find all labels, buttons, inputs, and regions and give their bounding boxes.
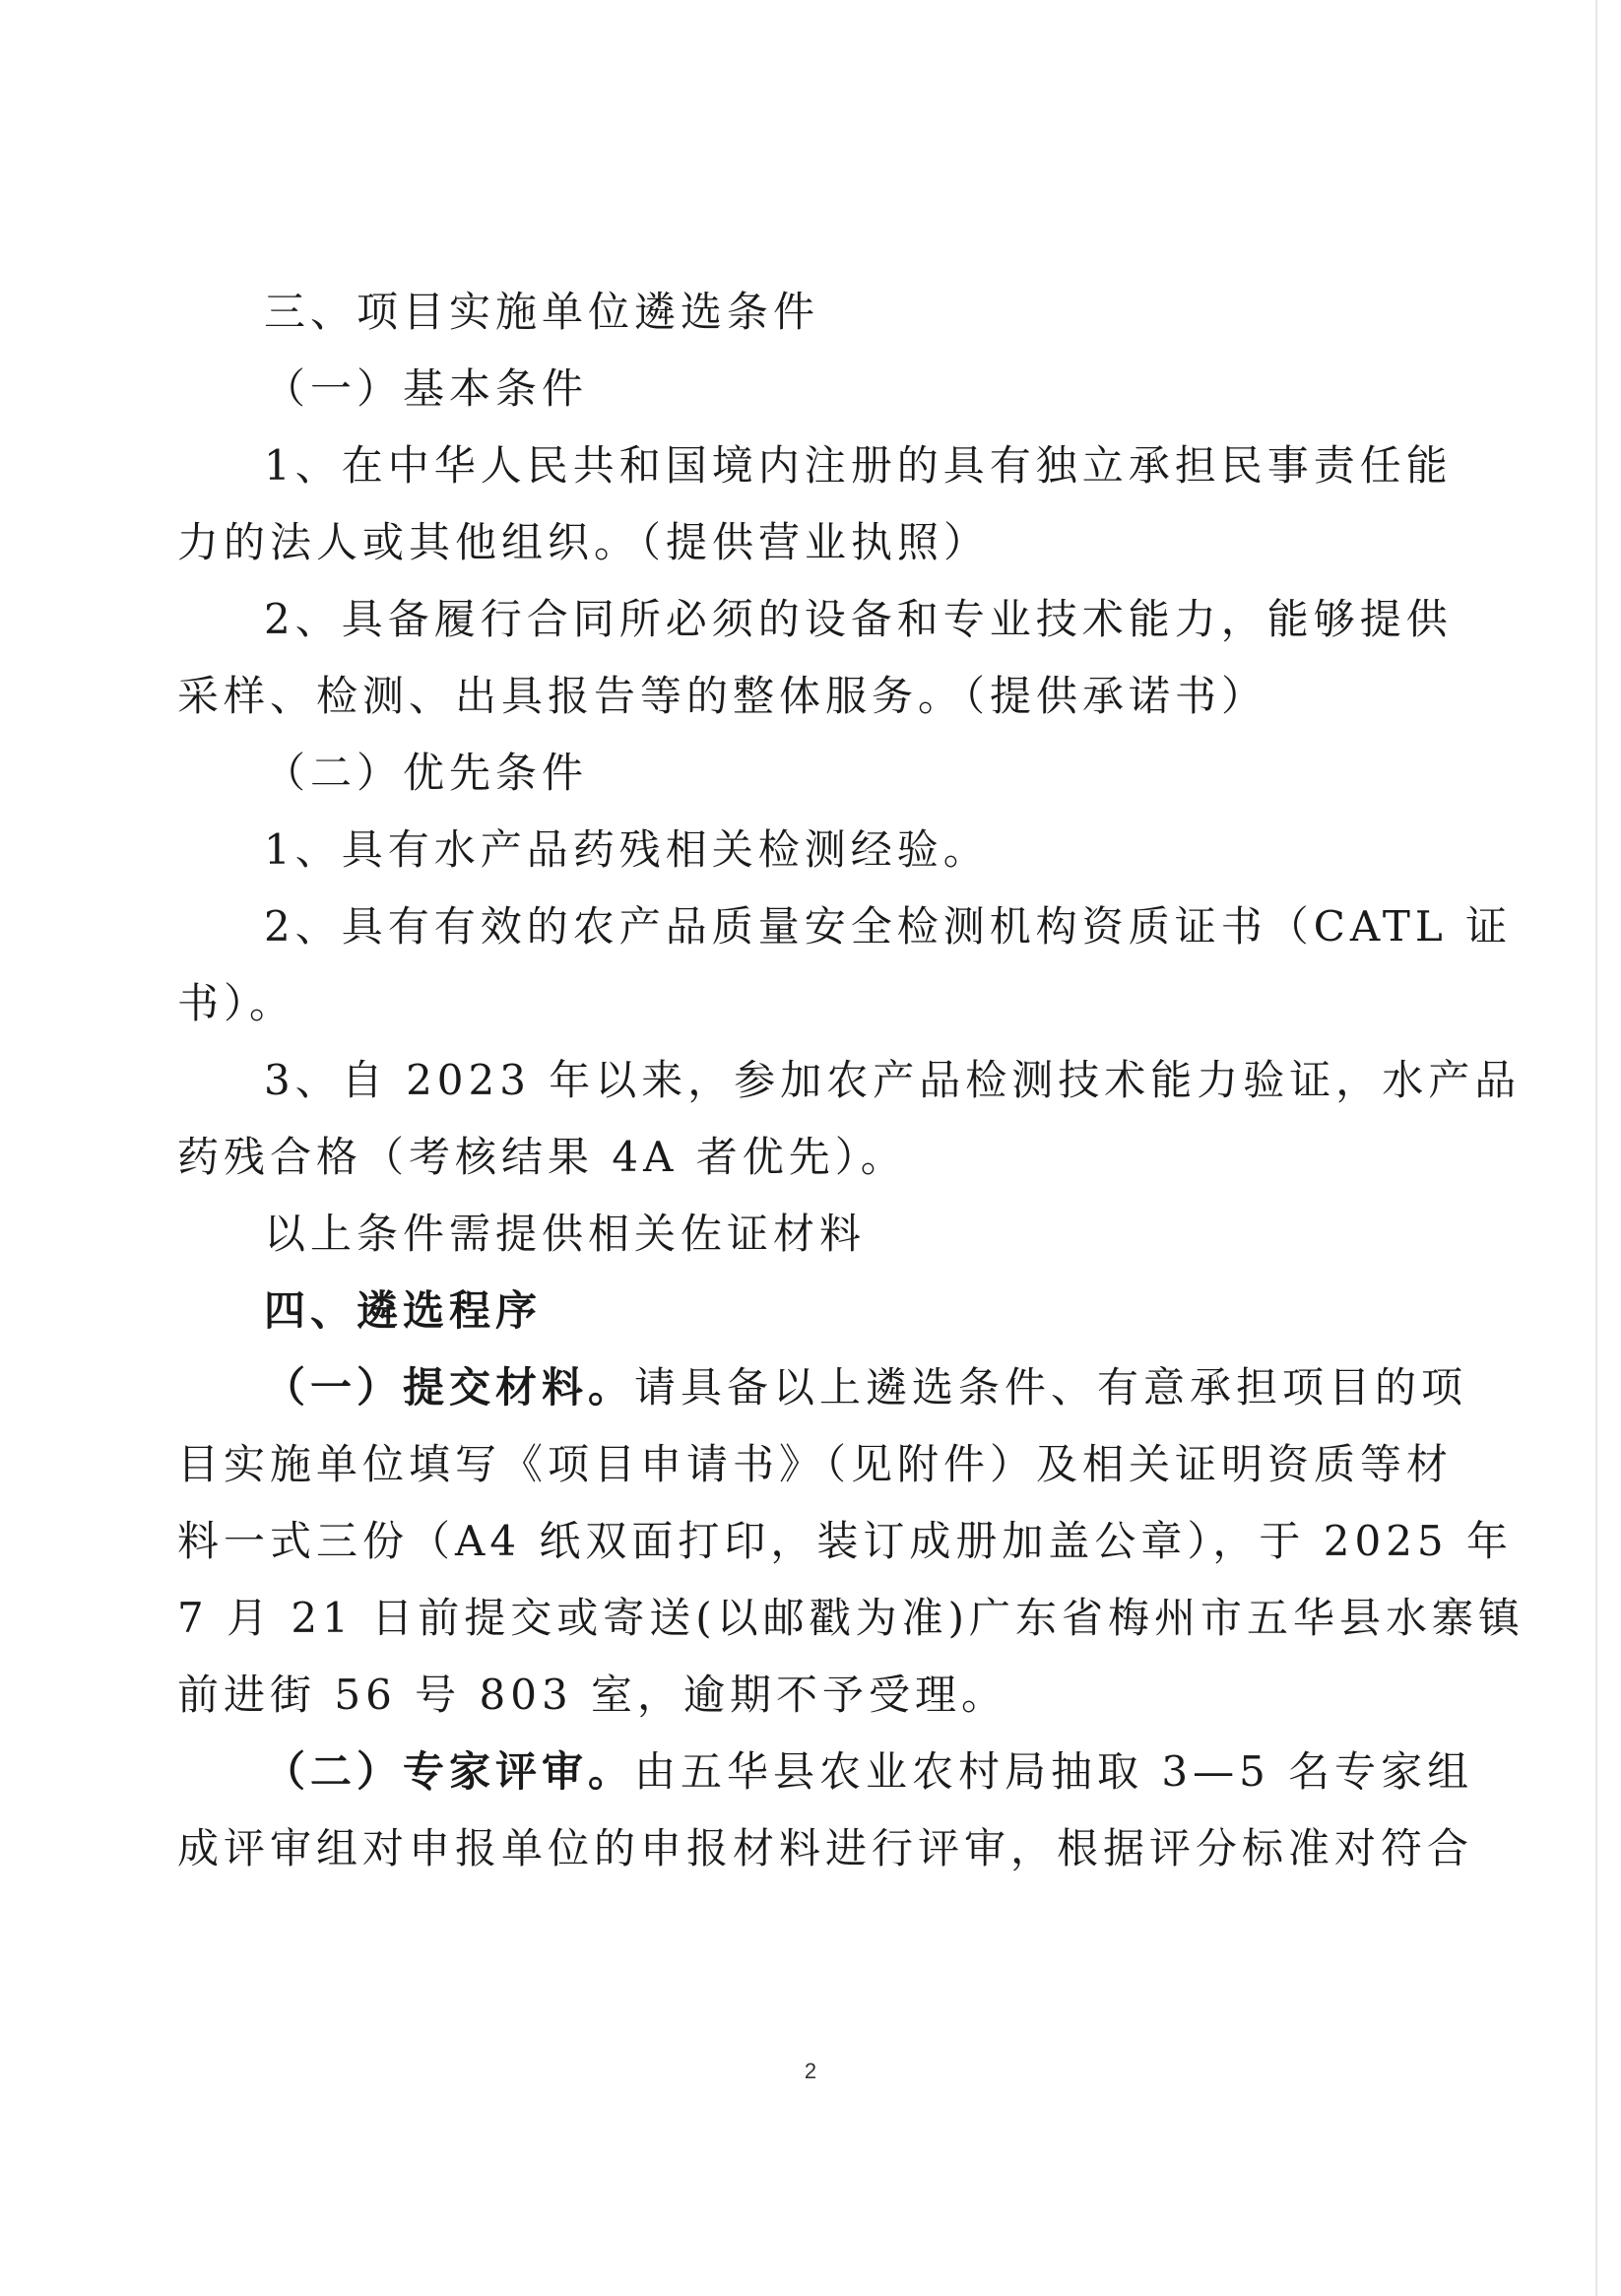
basic-condition-1-line-1: 1、在中华人民共和国境内注册的具有独立承担民事责任能 xyxy=(264,441,1453,490)
priority-condition-2-line-1: 2、具有有效的农产品质量安全检测机构资质证书（CATL 证 xyxy=(264,902,1513,951)
submit-materials-line-3: 料一式三份（A4 纸双面打印，装订成册加盖公章），于 2025 年 xyxy=(177,1517,1513,1565)
section-3-subsection-1-title: （一）基本条件 xyxy=(264,364,589,413)
submit-materials-line-5: 前进街 56 号 803 室，逾期不予受理。 xyxy=(177,1671,1008,1719)
submit-materials-line-1 xyxy=(177,1349,1468,1426)
expert-review-line-1 xyxy=(177,1734,1474,1810)
expert-review-text: 由五华县农业农村局抽取 3—5 名专家组 xyxy=(634,1747,1474,1796)
submit-materials-line-4: 7 月 21 日前提交或寄送(以邮戳为准)广东省梅州市五华县水寨镇 xyxy=(177,1594,1524,1642)
section-3-subsection-2-title: （二）优先条件 xyxy=(264,749,589,797)
basic-condition-1-line-2: 力的法人或其他组织。（提供营业执照） xyxy=(177,518,991,566)
document-body xyxy=(177,274,1524,1887)
submit-materials-text: 请具备以上遴选条件、有意承担项目的项 xyxy=(634,1363,1468,1411)
page-number: 2 xyxy=(804,2059,817,2083)
priority-condition-3-line-2: 药残合格（考核结果 4A 者优先）。 xyxy=(177,1133,907,1181)
basic-condition-2-line-1: 2、具备履行合同所必须的设备和专业技术能力，能够提供 xyxy=(264,595,1453,643)
expert-review-heading: （二）专家评审。 xyxy=(264,1747,635,1796)
priority-condition-2-line-2: 书）。 xyxy=(177,979,296,1027)
basic-condition-2-line-2: 采样、检测、出具报告等的整体服务。（提供承诺书） xyxy=(177,672,1268,720)
section-4-title: 四、遴选程序 xyxy=(264,1286,543,1335)
priority-condition-1: 1、具有水产品药残相关检测经验。 xyxy=(264,825,990,874)
supporting-materials-note: 以上条件需提供相关佐证材料 xyxy=(264,1210,867,1258)
expert-review-line-2: 成评审组对申报单位的申报材料进行评审，根据评分标准对符合 xyxy=(177,1824,1474,1872)
page-edge-line xyxy=(1595,0,1597,2296)
section-3-title: 三、项目实施单位遴选条件 xyxy=(264,288,820,336)
submit-materials-line-2: 目实施单位填写《项目申请书》（见附件）及相关证明资质等材 xyxy=(177,1440,1454,1488)
submit-materials-heading: （一）提交材料。 xyxy=(264,1363,635,1411)
priority-condition-3-line-1: 3、自 2023 年以来，参加农产品检测技术能力验证，水产品 xyxy=(264,1056,1522,1104)
